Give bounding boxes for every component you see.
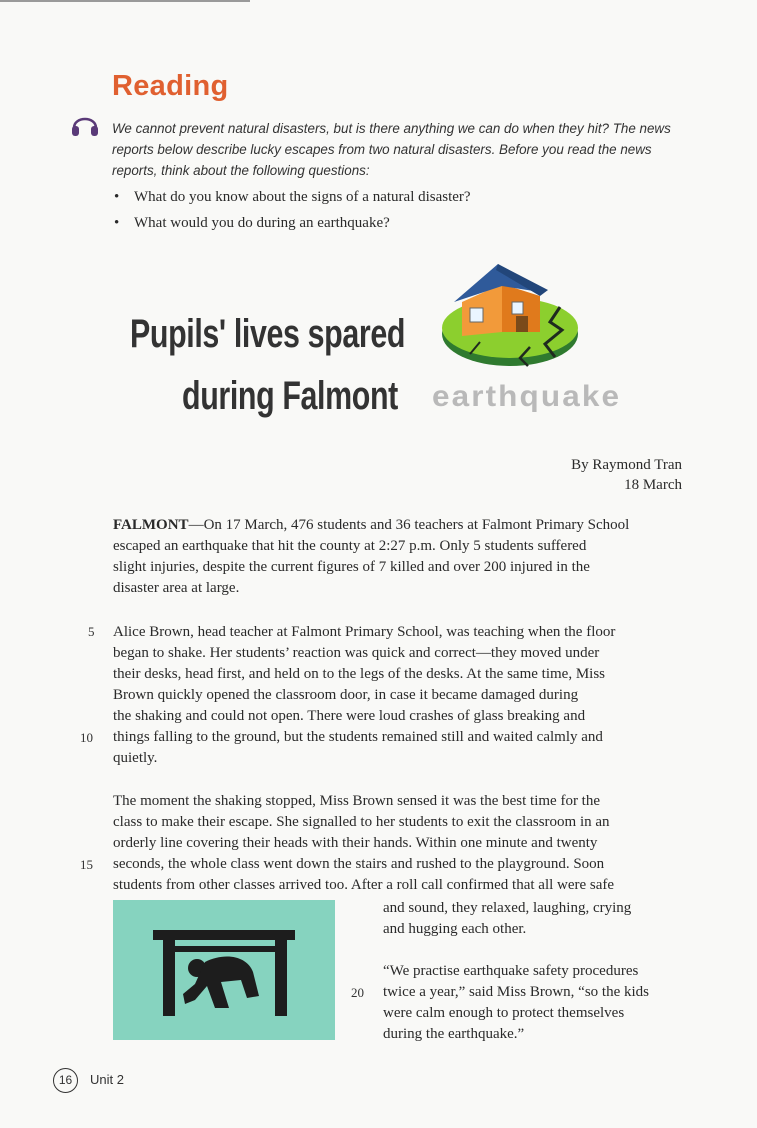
paragraph-3-continued: and sound, they relaxed, laughing, crying and hugging each other. <box>383 900 632 937</box>
paragraph-1: FALMONT—On 17 March, 476 students and 36 teachers at Falmont Primary School escaped an earthquake that hit the county at 2:27 p.m. Only 5 students suffered slight injuries, despite the current figures of 7 killed and over 200 injured in the disaster area at large. <box>113 517 630 596</box>
line-number: 15 <box>80 857 93 872</box>
person-under-desk-icon <box>113 900 335 1040</box>
section-title: Reading <box>112 70 229 102</box>
headline-line-2: during Falmont <box>182 374 398 418</box>
top-rule <box>0 0 250 2</box>
unit-label: Unit 2 <box>90 1072 124 1087</box>
dateline: FALMONT <box>113 517 189 533</box>
line-number: 20 <box>351 985 364 1000</box>
author: By Raymond Tran <box>571 457 682 473</box>
page-number: 16 <box>53 1068 78 1093</box>
paragraph-2: Alice Brown, head teacher at Falmont Primary School, was teaching when the floor began to shake. Her students’ reaction was quick and correct—they moved under their desks, head first, and held on to the legs of the desks. At the same time, Miss Brown quickly opened the classroom door, in case it became damaged during the shaking and could not open. There were loud crashes of glass breaking and things falling to the ground, but the students remained still and waited calmly and quietly. <box>113 624 616 766</box>
line-number: 10 <box>80 730 93 745</box>
headline-line-1: Pupils' lives spared <box>130 312 406 356</box>
question-item: • What would you do during an earthquake? <box>112 210 471 236</box>
byline <box>571 455 682 495</box>
line-number: 5 <box>88 624 95 639</box>
duck-cover-illustration <box>113 900 335 1040</box>
question-list <box>112 184 471 236</box>
headline-earthquake-word: earthquake <box>432 380 622 413</box>
date: 18 March <box>624 477 682 493</box>
earthquake-house-illustration <box>440 262 585 377</box>
paragraph-4: “We practise earthquake safety procedures twice a year,” said Miss Brown, “so the kids were calm enough to protect themselves during the earthquake.” <box>383 963 650 1042</box>
question-item: • What do you know about the signs of a natural disaster? <box>112 184 471 210</box>
intro-text: We cannot prevent natural disasters, but is there anything we can do when they hit? The news reports below describe lucky escapes from two natural disasters. Before you read the news reports, think about the following questions: <box>112 121 671 178</box>
paragraph-3: The moment the shaking stopped, Miss Brown sensed it was the best time for the class to make their escape. She signalled to her students to exit the classroom in an orderly line covering their heads with their hands. Within one minute and twenty seconds, the whole class went down the stairs and rushed to the playground. Soon students from other classes arrived too. After a roll call confirmed that all were safe <box>113 793 615 893</box>
headphones-icon[interactable] <box>70 110 100 140</box>
